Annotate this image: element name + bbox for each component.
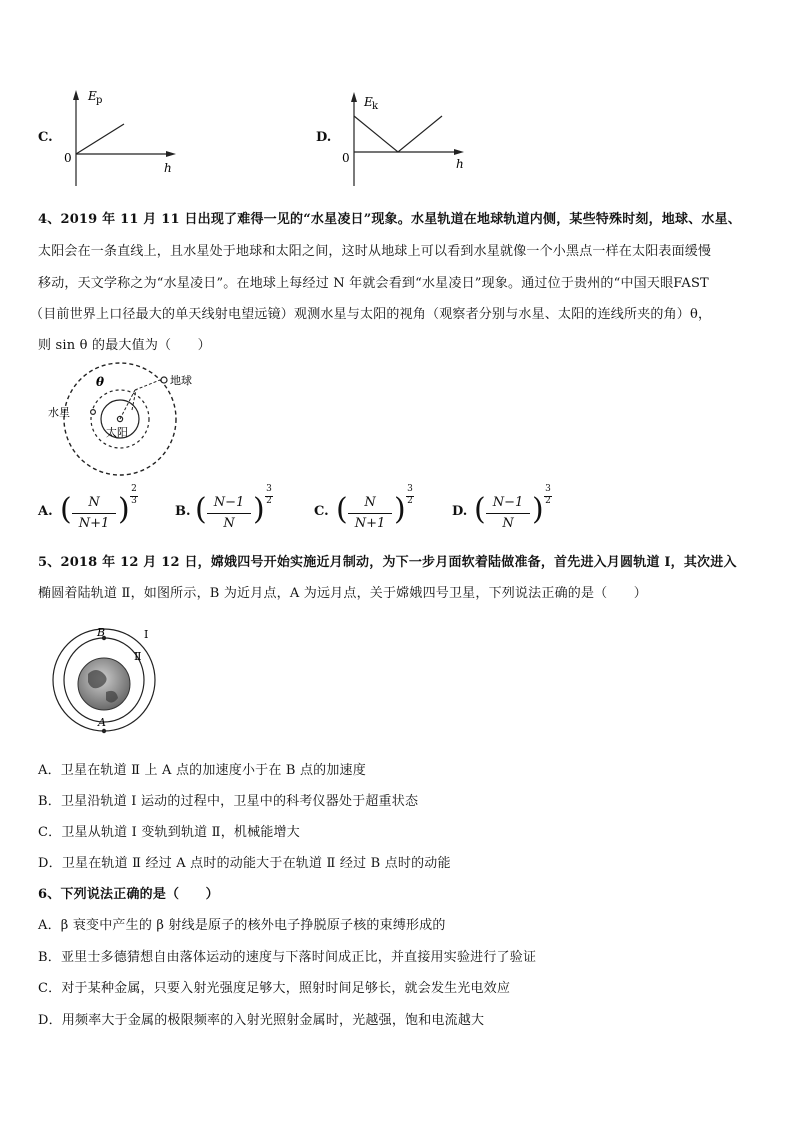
q4-option-c-exp-num: 3 [407, 484, 413, 494]
graph-d-y-axis: E [364, 95, 373, 109]
graph-d-x-axis: h [456, 157, 464, 171]
graph-c-x-axis: h [164, 161, 172, 175]
q4-option-a-lparen: ( [60, 492, 72, 527]
q4-option-d-num: N−1 [492, 495, 524, 510]
earth-dot [161, 377, 167, 383]
q6-stem: 6、下列说法正确的是（ ） [38, 887, 219, 902]
point-a-dot [102, 729, 106, 733]
q4-option-a-bar [72, 513, 116, 514]
graph-d [308, 84, 498, 192]
q4-option-b-exp-den: 2 [266, 496, 272, 506]
q4-option-a-exp-den: 3 [131, 496, 137, 506]
q4-option-b-bar [207, 513, 251, 514]
q4-option-b[interactable] [175, 484, 295, 538]
graph-c-y-axis: E [88, 89, 97, 103]
graph-c-plot [30, 84, 210, 192]
q4-line-2: 太阳会在一条直线上，且水星处于地球和太阳之间，这时从地球上可以看到水星就像一个小黑点一样在太阳表面缓慢 [38, 244, 712, 259]
q4-line-1: 4、2019 年 11 月 11 日出现了难得一见的“水星凌日”现象。水星轨道在地球轨道内侧，某些特殊时刻，地球、水星、 [38, 212, 741, 227]
q4-option-d-bar [486, 513, 530, 514]
q5-line-2: 椭圆着陆轨道 Ⅱ，如图所示，B 为近月点，A 为远月点，关于嫦娥四号卫星，下列说法正确的是（ ） [38, 586, 647, 601]
q5-option-b[interactable]: B．卫星沿轨道 Ⅰ 运动的过程中，卫星中的科考仪器处于超重状态 [38, 794, 419, 809]
q4-option-d-exp-den: 2 [545, 496, 551, 506]
q4-option-d-label: D. [452, 504, 468, 519]
q4-option-d-exp-num: 3 [545, 484, 551, 494]
q4-option-a[interactable] [38, 484, 158, 538]
graph-c [30, 84, 210, 192]
q4-option-c-den: N+1 [354, 516, 386, 531]
q4-option-d-rparen: ) [532, 492, 544, 527]
q4-option-d-lparen: ( [474, 492, 486, 527]
q4-option-a-num: N [88, 495, 100, 510]
graph-d-label: D. [316, 130, 332, 145]
q5-point-a-label: A [98, 716, 106, 729]
q4-option-d[interactable] [452, 484, 572, 538]
graph-d-plot [308, 84, 498, 192]
q4-line-3: 移动，天文学称之为“水星凌日”。在地球上每经过 N 年就会看到“水星凌日”现象。通过位于贵州的“中国天眼FAST [38, 276, 709, 291]
q5-option-c[interactable]: C．卫星从轨道 Ⅰ 变轨到轨道 Ⅱ，机械能增大 [38, 825, 300, 840]
q4-option-d-den: N [502, 516, 514, 531]
q4-line-5: 则 sin θ 的最大值为（ ） [38, 338, 211, 353]
q4-option-b-exp-num: 3 [266, 484, 272, 494]
graph-c-line [76, 124, 124, 154]
q4-option-a-rparen: ) [118, 492, 130, 527]
q4-option-c-exp-den: 2 [407, 496, 413, 506]
q5-orbit-one-label: Ⅰ [144, 628, 149, 641]
q4-option-b-lparen: ( [195, 492, 207, 527]
q4-option-a-label: A. [38, 504, 53, 519]
q4-sun-label: 太阳 [106, 426, 128, 439]
q6-option-c[interactable]: C．对于某种金属，只要入射光强度足够大，照射时间足够长，就会发生光电效应 [38, 981, 511, 996]
q4-earth-label: 地球 [170, 374, 192, 387]
graph-c-y-sub: p [96, 95, 103, 106]
q5-option-a[interactable]: A．卫星在轨道 Ⅱ 上 A 点的加速度小于在 B 点的加速度 [38, 763, 366, 778]
q4-orbit-diagram [36, 360, 196, 480]
q5-point-b-label: B [97, 626, 106, 639]
q4-line-4: （目前世界上口径最大的单天线射电望远镜）观测水星与太阳的视角（观察者分别与水星、太阳的连线所夹的角）θ， [30, 307, 712, 322]
graph-d-line [354, 116, 442, 152]
q4-option-c-label: C. [314, 504, 329, 519]
graph-d-origin: 0 [342, 151, 350, 165]
q4-option-c-num: N [364, 495, 376, 510]
q4-option-a-exp-num: 2 [131, 484, 137, 494]
graph-c-label: C. [38, 130, 53, 145]
q5-orbit-two-label: Ⅱ [134, 650, 142, 663]
q4-mercury-label: 水星 [48, 406, 70, 419]
q4-option-b-rparen: ) [253, 492, 265, 527]
graph-d-y-sub: k [372, 101, 379, 112]
q4-option-c-rparen: ) [394, 492, 406, 527]
q6-option-d[interactable]: D．用频率大于金属的极限频率的入射光照射金属时，光越强，饱和电流越大 [38, 1013, 485, 1028]
q6-option-b[interactable]: B．亚里士多德猜想自由落体运动的速度与下落时间成正比，并直接用实验进行了验证 [38, 950, 537, 965]
q4-option-b-den: N [223, 516, 235, 531]
q4-option-c-bar [348, 513, 392, 514]
q6-option-a[interactable]: A．β 衰变中产生的 β 射线是原子的核外电子挣脱原子核的束缚形成的 [38, 918, 446, 933]
q4-option-b-label: B. [175, 504, 191, 519]
mercury-dot [91, 410, 96, 415]
q4-option-c-lparen: ( [336, 492, 348, 527]
q4-theta-label: θ [96, 375, 105, 389]
q4-option-c[interactable] [314, 484, 434, 538]
q5-orbit-diagram [48, 626, 168, 734]
q5-option-d[interactable]: D．卫星在轨道 Ⅱ 经过 A 点时的动能大于在轨道 Ⅱ 经过 B 点时的动能 [38, 856, 451, 871]
q4-options [38, 484, 598, 538]
graph-c-origin: 0 [64, 151, 72, 165]
q4-option-a-den: N+1 [78, 516, 110, 531]
q4-option-b-num: N−1 [213, 495, 245, 510]
q5-line-1: 5、2018 年 12 月 12 日，嫦娥四号开始实施近月制动，为下一步月面软着陆做准备，首先进入月圆轨道 Ⅰ，其次进入 [38, 555, 737, 570]
